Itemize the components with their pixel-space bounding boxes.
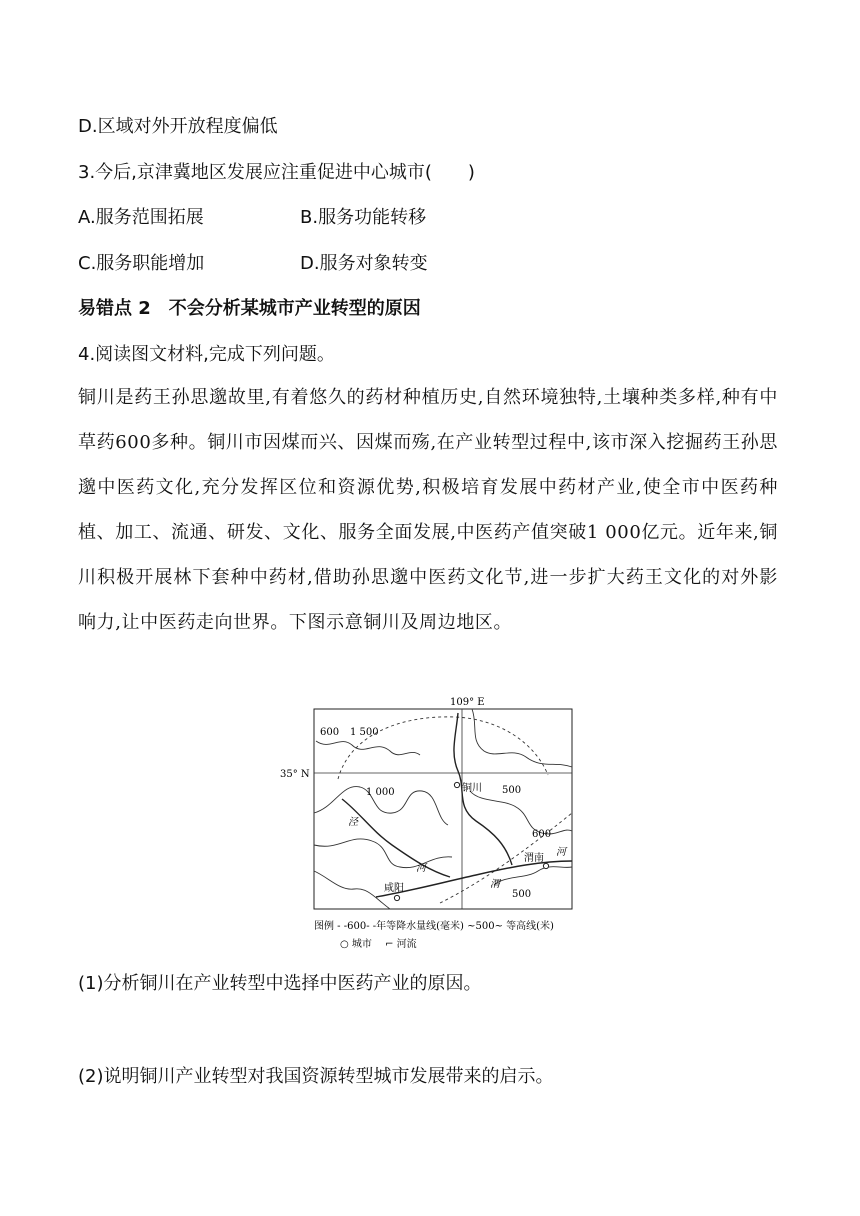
weinan-label: 渭南: [524, 853, 544, 864]
paragraph-text: 铜川是药王孙思邈故里,有着悠久的药材种植历史,自然环境独特,土壤种类多样,种有中草药600多种。铜川市因煤而兴、因煤而殇,在产业转型过程中,该市深入挖掘药王孙思邈中医药文化,充分发挥区位和资源优势,积极培育发展中药材产业,使全市中医药种植、加工、流通、研发、文化、服务全面发展,中医药产值突破1 000亿元。近年来,铜川积极开展林下套种中药材,借助孙思邈中医药文化节,进一步扩大药王文化的对外影响力,让中医药走向世界。下图示意铜川及周边地区。: [78, 387, 778, 633]
wei-river: [376, 861, 572, 897]
contour-1500: [316, 741, 420, 755]
tongchuan-city-marker: [454, 782, 459, 787]
contour-1000-label: 1 000: [366, 787, 395, 798]
contour-middle: [314, 839, 452, 868]
legend-line-1: 图例 - -600- -年等降水量线(毫米) ~500~ 等高线(米): [314, 921, 554, 932]
contour-500-south-label: 500: [512, 889, 532, 900]
q4-stem: 4.阅读图文材料,完成下列问题。: [78, 344, 335, 365]
q3-stem: 3.今后,京津冀地区发展应注重促进中心城市( ): [78, 162, 475, 183]
contour-southwest: [314, 871, 390, 909]
wei-label: 渭: [490, 879, 500, 890]
legend-line-2: ○ 城市 ⌐ 河流: [340, 939, 417, 950]
xianyang-city-marker: [394, 895, 399, 900]
jing-label: 泾: [348, 817, 358, 828]
tongchuan-label: 铜川: [462, 783, 482, 794]
contour-500-south: [494, 867, 572, 885]
q4-sub-question-1: (1)分析铜川在产业转型中选择中医药产业的原因。: [78, 973, 482, 994]
q4-material-paragraph: [78, 375, 778, 645]
q2-option-d: D.区域对外开放程度偏低: [78, 116, 278, 137]
q3-option-b: B.服务功能转移: [300, 207, 427, 228]
contour-500-east-label: 500: [502, 785, 522, 796]
q3-option-d: D.服务对象转变: [300, 253, 428, 274]
isohyet-600-east: [440, 813, 572, 903]
tongchuan-map-figure: [280, 695, 590, 955]
he-label-1: 河: [416, 863, 426, 874]
q3-option-c: C.服务职能增加: [78, 253, 205, 274]
contour-upper-east: [472, 709, 572, 767]
he-label-2: 河: [556, 847, 566, 858]
weinan-city-marker: [543, 863, 548, 868]
isohyet-600-nw-label: 600: [320, 727, 340, 738]
map-svg: [280, 695, 590, 955]
isohyet-600-east-label: 600: [532, 829, 552, 840]
contour-1500-label: 1 500: [350, 727, 379, 738]
q4-sub-question-2: (2)说明铜川产业转型对我国资源转型城市发展带来的启示。: [78, 1066, 554, 1087]
latitude-label: 35° N: [280, 769, 310, 780]
section-heading: 易错点 2 不会分析某城市产业转型的原因: [78, 298, 421, 319]
q3-option-a: A.服务范围拓展: [78, 207, 204, 228]
xianyang-label: 咸阳: [384, 883, 404, 894]
jing-river: [342, 799, 450, 877]
longitude-label: 109° E: [450, 697, 485, 708]
